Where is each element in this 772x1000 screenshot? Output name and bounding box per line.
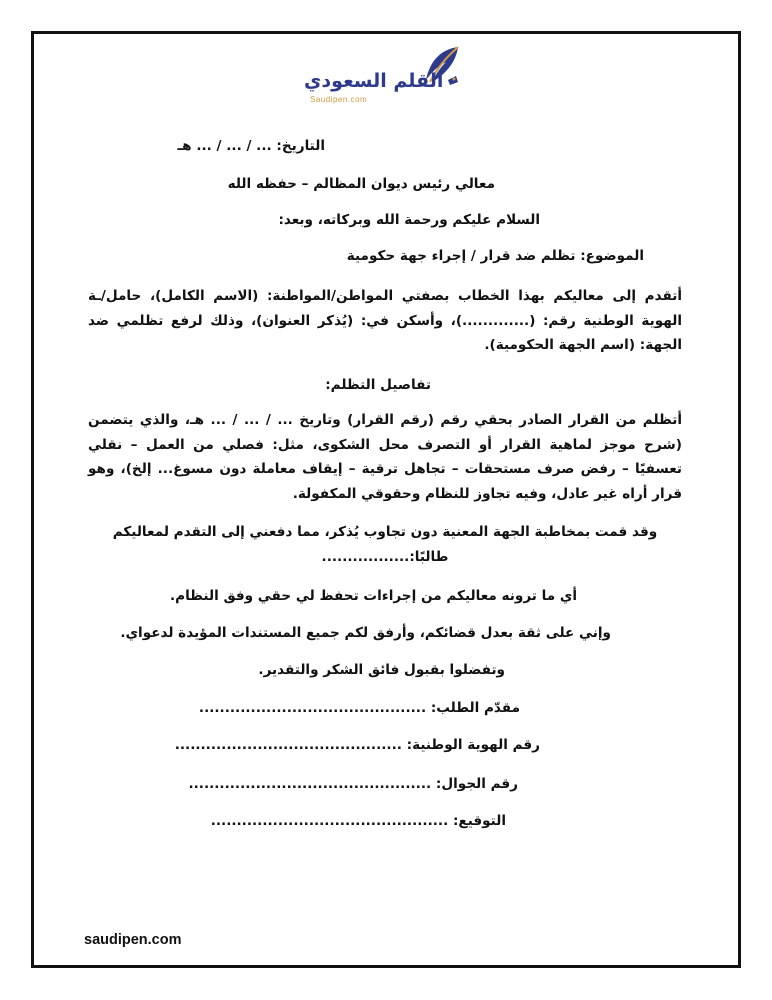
closing-line: وتفضلوا بقبول فائق الشكر والتقدير. — [258, 662, 505, 678]
signature-label: التوقيع: — [452, 813, 506, 829]
national-id-value: ............................................ — [174, 737, 402, 753]
details-paragraph: أتظلم من القرار الصادر بحقي رقم (رقم القرار) وتاريخ ... / ... / ... هـ، والذي يتضمن (شرح موجز لماهية القرار أو التصرف محل الشكوى، مثل: فصلي من العمل – نقلي تعسفيًا – رفض صرف مستحقات – تجاهل ترقية – إيقاف معاملة دون مسوغ... إلخ)، وهو قرار أراه غير عادل، وفيه تجاوز للنظام وحقوقي المكفولة. — [88, 412, 682, 502]
request-paragraph: وقد قمت بمخاطبة الجهة المعنية دون تجاوب يُذكر، مما دفعني إلى التقدم لمعاليكم طالبًا:................. — [112, 524, 658, 565]
signature-field — [211, 808, 506, 835]
logo-site: Saudipen.com — [310, 95, 368, 104]
addressee: معالي رئيس ديوان المظالم – حفظه الله — [227, 176, 495, 192]
national-id-label: رقم الهوية الوطنية: — [406, 737, 540, 753]
mobile-label: رقم الجوال: — [435, 776, 518, 792]
signature-value: .............................................. — [210, 813, 449, 829]
applicant-value: ............................................ — [198, 700, 427, 716]
details-heading: تفاصيل التظلم: — [325, 377, 431, 393]
applicant-field — [199, 695, 520, 722]
intro-paragraph: أتقدم إلى معاليكم بهذا الخطاب بصفتي المواطن/المواطنة: (الاسم الكامل)، حامل/ـة الهوية الوطنية رقم: (.............)، وأسكن في: (يُذكر العنوان)، وذلك لرفع تظلمي ضد الجهة: (اسم الجهة الحكومية). — [88, 288, 682, 353]
greeting: السلام عليكم ورحمة الله وبركاته، وبعد: — [278, 212, 540, 228]
ask-line: أي ما ترونه معاليكم من إجراءات تحفظ لي حقي وفق النظام. — [169, 588, 577, 604]
trust-line: وإني على ثقة بعدل قضائكم، وأرفق لكم جميع المستندات المؤيدة لدعواي. — [120, 625, 611, 641]
subject: الموضوع: تظلم ضد قرار / إجراء جهة حكومية — [346, 248, 644, 264]
logo-name: القلم السعودي — [304, 70, 444, 92]
date-line: التاريخ: ... / ... / ... هـ — [177, 138, 325, 154]
mobile-value: ............................................... — [188, 776, 432, 792]
mobile-field — [188, 771, 518, 798]
logo — [296, 42, 476, 106]
applicant-label: مقدّم الطلب: — [430, 700, 520, 716]
national-id-field — [175, 732, 540, 759]
footer-site: saudipen.com — [84, 932, 182, 948]
